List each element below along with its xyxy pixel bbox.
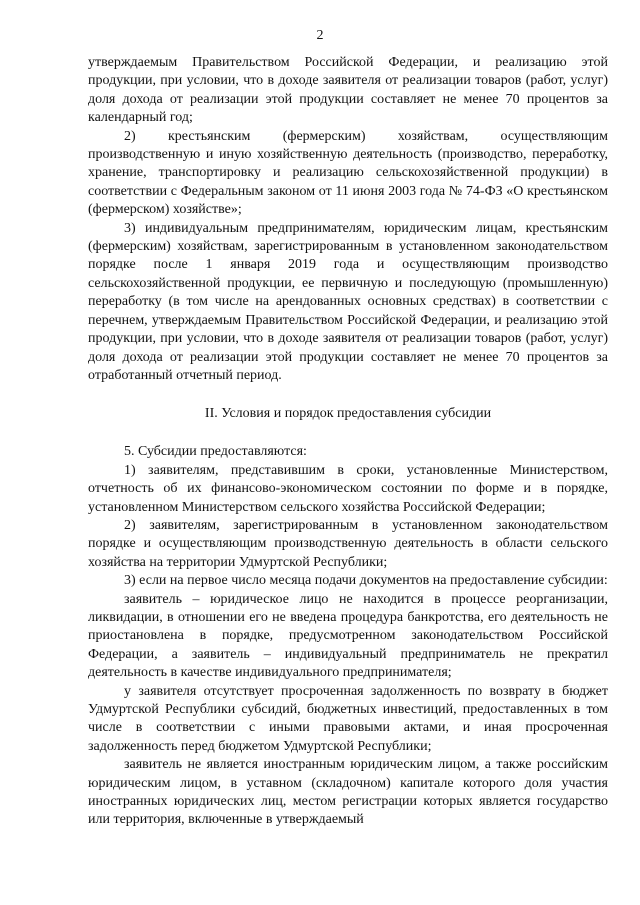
paragraph: 2) крестьянским (фермерским) хозяйствам, осуществляющим производственную и иную хозяйственную деятельность (производство, переработку, хранение, транспортировку и реализацию сельскохозяйственной продукции) в соответствии с Федеральным законом от 11 июня 2003 года № 74-ФЗ «О крестьянском (фермерском) хозяйстве»; [88,128,608,218]
paragraph: у заявителя отсутствует просроченная задолженность по возврату в бюджет Удмуртской Республики субсидий, бюджетных инвестиций, предоставленных в том числе в соответствии с иными правовыми актами, и иная просроченная задолженность перед бюджетом Удмуртской Республики; [88,683,608,754]
paragraph: 5. Субсидии предоставляются: [124,444,307,460]
document-body [88,54,608,830]
paragraph: утверждаемым Правительством Российской Федерации, и реализацию этой продукции, при условии, что в доходе заявителя от реализации товаров (работ, услуг) доля дохода от реализации этой продукции составляет не менее 70 процентов за календарный год; [88,55,608,126]
paragraph: 1) заявителям, представившим в сроки, установленные Министерством, отчетность об их финансово-экономическом состоянии по форме и в порядке, установленном Министерством сельского хозяйства Российской Федерации; [88,462,608,515]
paragraph: 3) если на первое число месяца подачи документов на предоставление субсидии: [124,573,608,589]
paragraph: 2) заявителям, зарегистрированным в установленном законодательством порядке и осуществляющим производственную деятельность в области сельского хозяйства на территории Удмуртской Республики; [88,517,608,570]
paragraph: заявитель не является иностранным юридическим лицом, а также российским юридическим лицом, в уставном (складочном) капитале которого доля участия иностранных юридических лиц, местом регистрации которых является государство или территория, включенные в утверждаемый [88,757,608,828]
paragraph: 3) индивидуальным предпринимателям, юридическим лицам, крестьянским (фермерским) хозяйствам, зарегистрированным в установленном законодательством порядке после 1 января 2019 года и осуществляющим производство сельскохозяйственной продукции, ее первичную и последующую (промышленную) переработку (в том числе на арендованных основных средствах) в соответствии с перечнем, утверждаемым Правительством Российской Федерации, и реализацию этой продукции, при условии, что в доходе заявителя от реализации товаров (работ, услуг) доля дохода от реализации этой продукции составляет не менее 70 процентов за отработанный отчетный период. [88,220,608,383]
page-number: 2 [316,28,324,43]
section-title: II. Условия и порядок предоставления субсидии [204,406,492,422]
paragraph: заявитель – юридическое лицо не находится в процессе реорганизации, ликвидации, в отношении его не введена процедура банкротства, его деятельность не приостановлена в порядке, предусмотренном законодательством Российской Федерации, а заявитель – индивидуальный предприниматель не прекратил деятельность в качестве индивидуального предпринимателя; [88,591,608,681]
